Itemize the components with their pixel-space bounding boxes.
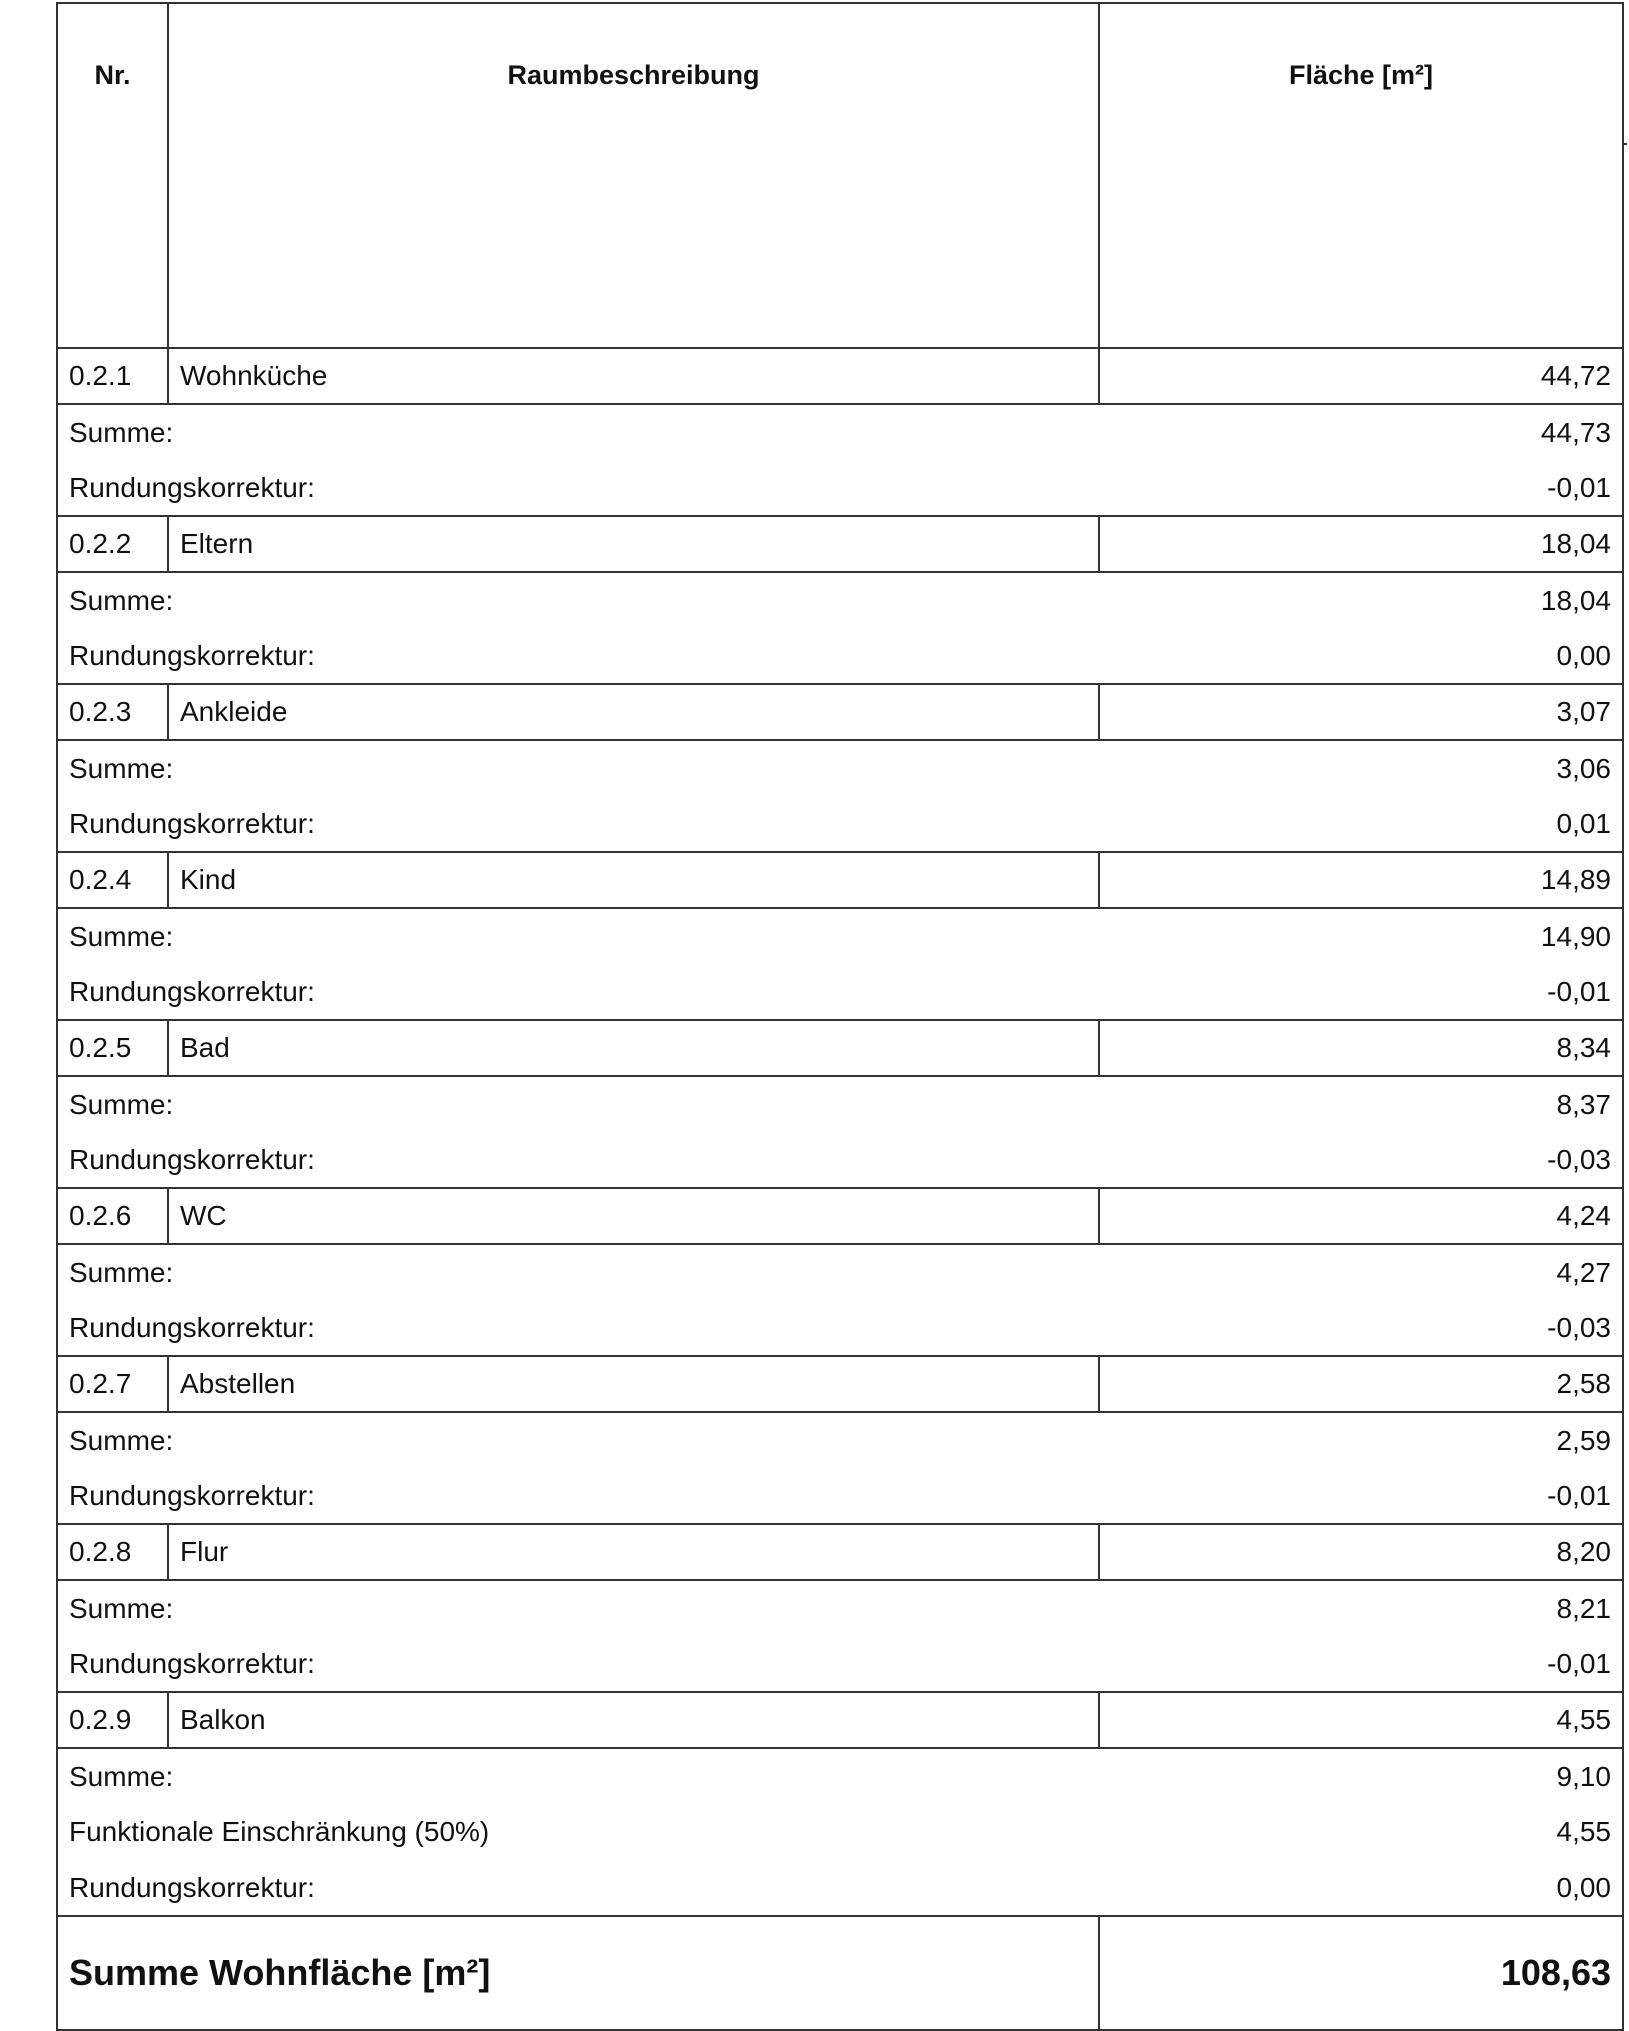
sum-row-value: 2,59 [1556,1424,1611,1456]
rounding-row [57,628,1627,684]
sum-row-label: Summe: [57,404,1099,460]
next-column-edge [1623,348,1627,404]
sum-row-value: 8,21 [1556,1592,1611,1624]
room-area: 8,34 [1099,1020,1623,1076]
sum-row-value: 44,73 [1540,416,1611,448]
room-name: Ankleide [168,684,1099,740]
sum-row [57,1076,1627,1132]
sum-row-label: Summe: [57,1412,1099,1468]
next-column-edge [1623,1188,1627,1244]
next-column-edge [1623,1860,1627,1916]
next-column-edge [1623,1020,1627,1076]
next-column-edge [1623,572,1627,628]
room-name: Balkon [168,1692,1099,1748]
next-column-edge [1623,684,1627,740]
header-description: Raumbeschreibung [168,3,1099,348]
next-column-edge [1623,3,1627,348]
room-area: 14,89 [1099,852,1623,908]
rounding-row [57,964,1627,1020]
room-row [57,1020,1627,1076]
next-column-edge [1623,1580,1627,1636]
room-name: Wohnküche [168,348,1099,404]
rounding-row [57,1468,1627,1524]
sum-row-label: Summe: [57,1244,1099,1300]
table-body [57,348,1627,1916]
sum-row-value: 18,04 [1540,584,1611,616]
next-column-edge [1623,1132,1627,1188]
functional-limitation-row-label: Funktionale Einschränkung (50%) [57,1804,1099,1860]
room-row [57,852,1627,908]
room-area: 4,55 [1099,1692,1623,1748]
sum-row [57,1580,1627,1636]
sum-row-value: 9,10 [1556,1760,1611,1792]
rounding-row-label: Rundungskorrektur: [57,628,1099,684]
total-label: Summe Wohnfläche [m²] [57,1916,1099,2030]
functional-limitation-row [57,1804,1627,1860]
rounding-row [57,1860,1627,1916]
room-area: 3,07 [1099,684,1623,740]
rounding-row-label: Rundungskorrektur: [57,1132,1099,1188]
room-number: 0.2.9 [57,1692,168,1748]
room-number: 0.2.5 [57,1020,168,1076]
room-number: 0.2.6 [57,1188,168,1244]
next-column-edge [1623,460,1627,516]
area-calculation-sheet [56,2,1626,2031]
next-column-edge [1623,1636,1627,1692]
room-number: 0.2.7 [57,1356,168,1412]
room-name: Flur [168,1524,1099,1580]
room-name: Abstellen [168,1356,1099,1412]
next-column-edge [1623,1524,1627,1580]
rounding-row-value: -0,01 [1547,1647,1611,1679]
header-row [57,3,1627,348]
next-column-edge [1623,1356,1627,1412]
rounding-row-value: -0,03 [1547,1143,1611,1175]
next-column-edge [1623,1692,1627,1748]
header-area: Fläche [m²] [1099,3,1623,348]
room-name: Kind [168,852,1099,908]
room-row [57,1356,1627,1412]
rounding-row-value: -0,03 [1547,1311,1611,1343]
next-column-edge [1623,740,1627,796]
rounding-row [57,1636,1627,1692]
next-column-edge [1623,1300,1627,1356]
sum-row-label: Summe: [57,740,1099,796]
rounding-row-label: Rundungskorrektur: [57,460,1099,516]
next-column-edge [1623,908,1627,964]
rounding-row-label: Rundungskorrektur: [57,1860,1099,1916]
room-name: Eltern [168,516,1099,572]
rounding-row-value: 0,00 [1556,639,1611,671]
next-column-edge [1623,1076,1627,1132]
rounding-row [57,460,1627,516]
rounding-row-value: 0,01 [1556,807,1611,839]
rounding-row-value: -0,01 [1547,471,1611,503]
next-column-edge [1623,1916,1627,2030]
sum-row-label: Summe: [57,572,1099,628]
room-area: 18,04 [1099,516,1623,572]
next-column-edge [1623,796,1627,852]
next-column-edge [1623,1804,1627,1860]
rounding-row-value: -0,01 [1547,1479,1611,1511]
room-number: 0.2.4 [57,852,168,908]
next-column-edge [1623,1412,1627,1468]
room-row [57,684,1627,740]
room-name: WC [168,1188,1099,1244]
sum-row [57,1412,1627,1468]
functional-limitation-row-value: 4,55 [1556,1816,1611,1847]
next-column-edge [1623,1244,1627,1300]
sum-row-value: 3,06 [1556,752,1611,784]
sum-row [57,908,1627,964]
sum-row-label: Summe: [57,908,1099,964]
sum-row [57,404,1627,460]
room-number: 0.2.1 [57,348,168,404]
rounding-row-label: Rundungskorrektur: [57,1636,1099,1692]
rounding-row [57,796,1627,852]
room-area: 4,24 [1099,1188,1623,1244]
next-column-edge [1623,1748,1627,1804]
sum-row [57,740,1627,796]
total-value: 108,63 [1099,1916,1623,2030]
next-column-edge [1623,852,1627,908]
room-area: 8,20 [1099,1524,1623,1580]
sum-row [57,572,1627,628]
sum-row-value: 14,90 [1540,920,1611,952]
sum-row-label: Summe: [57,1076,1099,1132]
rounding-row [57,1132,1627,1188]
next-column-edge [1623,1468,1627,1524]
rounding-row-label: Rundungskorrektur: [57,964,1099,1020]
room-row [57,516,1627,572]
room-row [57,1188,1627,1244]
room-area: 2,58 [1099,1356,1623,1412]
rounding-row-label: Rundungskorrektur: [57,1300,1099,1356]
sum-row-value: 4,27 [1556,1256,1611,1288]
area-table [56,2,1627,2031]
sum-row-value: 8,37 [1556,1088,1611,1120]
sum-row-label: Summe: [57,1748,1099,1804]
total-row [57,1916,1627,2030]
rounding-row-label: Rundungskorrektur: [57,796,1099,852]
next-column-edge [1623,628,1627,684]
room-number: 0.2.8 [57,1524,168,1580]
sum-row-label: Summe: [57,1580,1099,1636]
rounding-row [57,1300,1627,1356]
header-nr: Nr. [57,3,168,348]
next-column-edge [1623,516,1627,572]
room-row [57,348,1627,404]
room-row [57,1692,1627,1748]
rounding-row-value: -0,01 [1547,975,1611,1007]
sum-row [57,1748,1627,1804]
rounding-row-value: 0,00 [1556,1871,1611,1903]
next-column-edge [1623,964,1627,1020]
room-name: Bad [168,1020,1099,1076]
room-number: 0.2.3 [57,684,168,740]
room-area: 44,72 [1099,348,1623,404]
next-column-edge [1623,404,1627,460]
room-number: 0.2.2 [57,516,168,572]
rounding-row-label: Rundungskorrektur: [57,1468,1099,1524]
sum-row [57,1244,1627,1300]
room-row [57,1524,1627,1580]
